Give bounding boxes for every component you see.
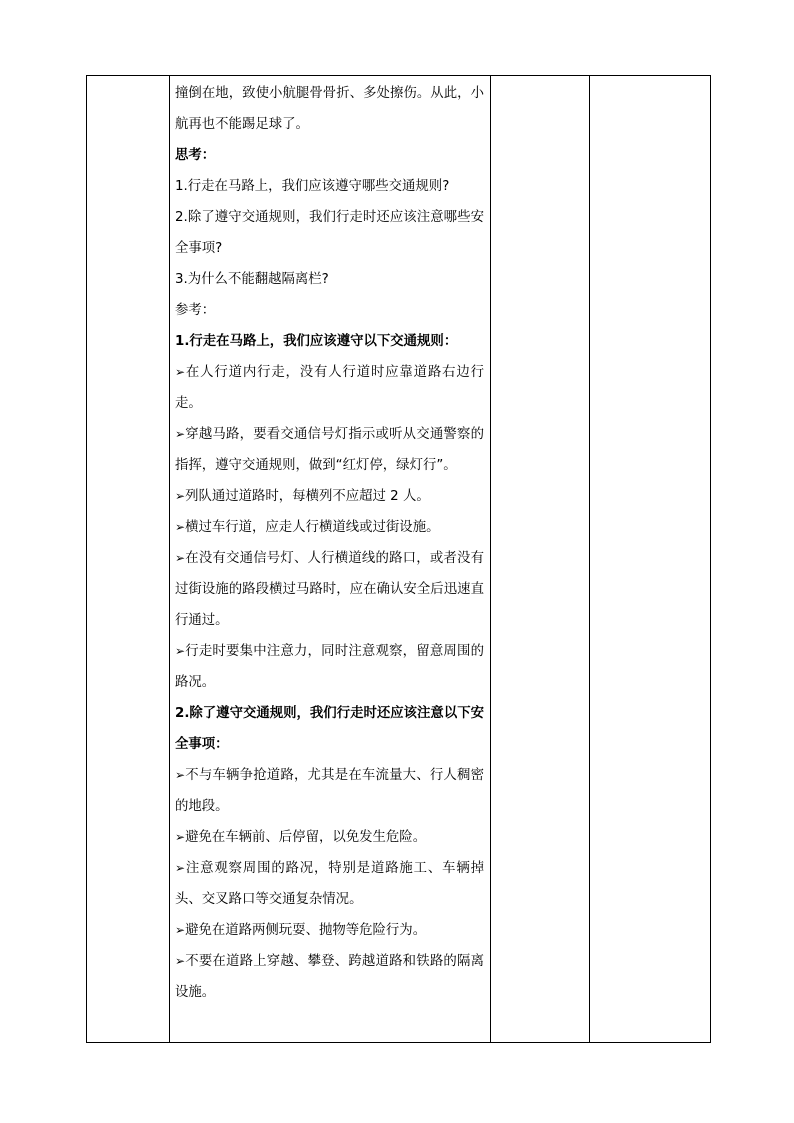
paragraph-text: 2.除了遵守交通规则，我们行走时还应该注意以下安全事项： xyxy=(175,706,484,752)
bullet-item xyxy=(175,822,484,853)
table-cell-left xyxy=(87,76,170,1043)
bullet-item xyxy=(175,636,484,698)
bullet-arrow-icon: ➢ xyxy=(175,923,186,937)
paragraph-text: 列队通过道路时，每横列不应超过 2 人。 xyxy=(185,489,430,504)
bullet-arrow-icon: ➢ xyxy=(175,427,186,441)
bullet-item xyxy=(175,543,484,636)
paragraph xyxy=(175,78,484,140)
table-row xyxy=(87,76,711,1043)
bullet-arrow-icon: ➢ xyxy=(175,489,186,503)
bullet-arrow-icon: ➢ xyxy=(175,365,186,379)
paragraph-text: 在人行道内行走，没有人行道时应靠道路右边行走。 xyxy=(175,365,484,411)
paragraph-text: 避免在道路两侧玩耍、抛物等危险行为。 xyxy=(185,923,427,938)
content-body xyxy=(170,76,490,1008)
paragraph-text: 撞倒在地，致使小航腿骨骨折、多处擦伤。从此，小航再也不能踢足球了。 xyxy=(175,86,484,132)
paragraph xyxy=(175,295,484,326)
paragraph-text: 横过车行道，应走人行横道线或过街设施。 xyxy=(185,520,440,535)
paragraph xyxy=(175,202,484,264)
table-cell-right xyxy=(590,76,711,1043)
paragraph-text: 注意观察周围的路况，特别是道路施工、车辆掉头、交叉路口等交通复杂情况。 xyxy=(175,861,484,907)
paragraph-text: 穿越马路，要看交通信号灯指示或听从交通警察的指挥，遵守交通规则，做到“红灯停，绿灯行”。 xyxy=(175,427,484,473)
paragraph-text: 3.为什么不能翻越隔离栏? xyxy=(175,272,329,287)
paragraph-text: 行走时要集中注意力，同时注意观察，留意周围的路况。 xyxy=(175,644,484,690)
bullet-item xyxy=(175,357,484,419)
paragraph-text: 不与车辆争抢道路，尤其是在车流量大、行人稠密的地段。 xyxy=(175,768,484,814)
paragraph xyxy=(175,698,484,760)
bullet-arrow-icon: ➢ xyxy=(175,768,186,782)
bullet-arrow-icon: ➢ xyxy=(175,830,186,844)
paragraph-text: 在没有交通信号灯、人行横道线的路口，或者没有过街设施的路段横过马路时，应在确认安全后迅速直行通过。 xyxy=(175,551,484,628)
paragraph xyxy=(175,171,484,202)
paragraph-text: 不要在道路上穿越、攀登、跨越道路和铁路的隔离设施。 xyxy=(175,954,484,1000)
paragraph-text: 2.除了遵守交通规则，我们行走时还应该注意哪些安全事项? xyxy=(175,210,484,256)
bullet-arrow-icon: ➢ xyxy=(175,520,186,534)
paragraph-text: 参考： xyxy=(175,303,216,318)
paragraph-text: 1.行走在马路上，我们应该遵守哪些交通规则? xyxy=(175,179,450,194)
paragraph-text: 避免在车辆前、后停留，以免发生危险。 xyxy=(185,830,427,845)
paragraph xyxy=(175,264,484,295)
paragraph xyxy=(175,140,484,171)
bullet-item xyxy=(175,853,484,915)
bullet-item xyxy=(175,760,484,822)
lesson-table xyxy=(86,75,711,1043)
paragraph-text: 思考： xyxy=(175,148,216,163)
table-cell-third xyxy=(491,76,590,1043)
bullet-arrow-icon: ➢ xyxy=(175,644,186,658)
bullet-item xyxy=(175,915,484,946)
bullet-item xyxy=(175,481,484,512)
paragraph-text: 1.行走在马路上，我们应该遵守以下交通规则： xyxy=(175,334,458,349)
paragraph xyxy=(175,326,484,357)
bullet-item xyxy=(175,419,484,481)
table-cell-content xyxy=(170,76,491,1043)
bullet-item xyxy=(175,512,484,543)
bullet-item xyxy=(175,946,484,1008)
bullet-arrow-icon: ➢ xyxy=(175,861,186,875)
bullet-arrow-icon: ➢ xyxy=(175,954,186,968)
bullet-arrow-icon: ➢ xyxy=(175,551,186,565)
